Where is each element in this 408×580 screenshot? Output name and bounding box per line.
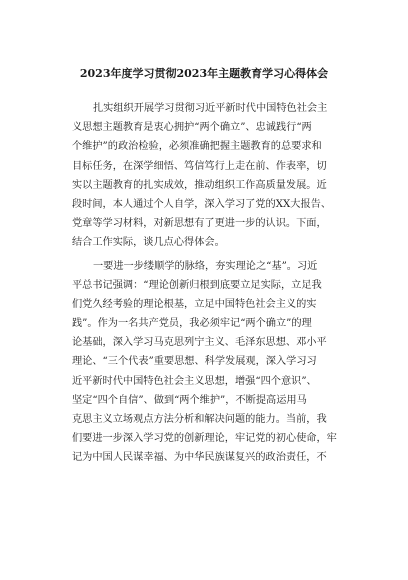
text-line: 平总书记强调：“理论创新归根到底要立足实际，立足我	[72, 279, 322, 291]
text-line: 们党久经考验的理论根基，立足中国特色社会主义的实	[72, 298, 317, 310]
text-line: 论基础，深入学习马克思列宁主义、毛泽东思想、邓小平	[72, 337, 327, 349]
text-line: 段时间，本人通过个人自学，深入学习了党的XX大报告、	[72, 198, 332, 210]
text-line: 近平新时代中国特色社会主义思想，增强“四个意识”、	[72, 375, 317, 387]
text-line: 实以主题教育的扎实成效，推动组织工作高质量发展。近	[72, 179, 327, 191]
document-body	[72, 99, 344, 468]
text-line: 克思主义立场观点方法分析和解决问题的能力。当前，我	[72, 414, 327, 425]
text-line: 扎实组织开展学习贯彻习近平新时代中国特色社会主	[93, 103, 328, 114]
document-title: 2023年度学习贯彻2023年主题教育学习心得体会	[79, 67, 329, 80]
text-line: 目标任务，在深学细悟、笃信笃行上走在前、作表率，切	[72, 160, 327, 172]
paragraph-2	[72, 257, 344, 468]
text-line: 义思想主题教育是衷心拥护“两个确立”、忠诚践行“两	[72, 122, 312, 134]
text-line: 记为中国人民谋幸福、为中华民族谋复兴的政治责任，不	[72, 452, 327, 464]
text-line: 一要进一步缕顺学的脉络，夯实理论之“基”。习近	[93, 260, 318, 272]
text-line: 党章等学习材料，对新思想有了更进一步的认识。下面，	[72, 218, 327, 230]
text-line: 理论、“三个代表”重要思想、科学发展观，深入学习习	[72, 356, 317, 368]
text-line: 坚定“四个自信”、做到“两个维护”，不断提高运用马	[72, 394, 307, 406]
paragraph-1	[72, 99, 344, 253]
text-line: 个维护”的政治检验，必须准确把握主题教育的总要求和	[72, 141, 322, 153]
text-line: 践”。作为一名共产党员，我必须牢记“两个确立”的理	[72, 318, 312, 330]
text-line: 们要进一步深入学习党的创新理论，牢记党的初心使命，牢	[72, 433, 337, 445]
text-line: 结合工作实际，谈几点心得体会。	[72, 237, 225, 249]
